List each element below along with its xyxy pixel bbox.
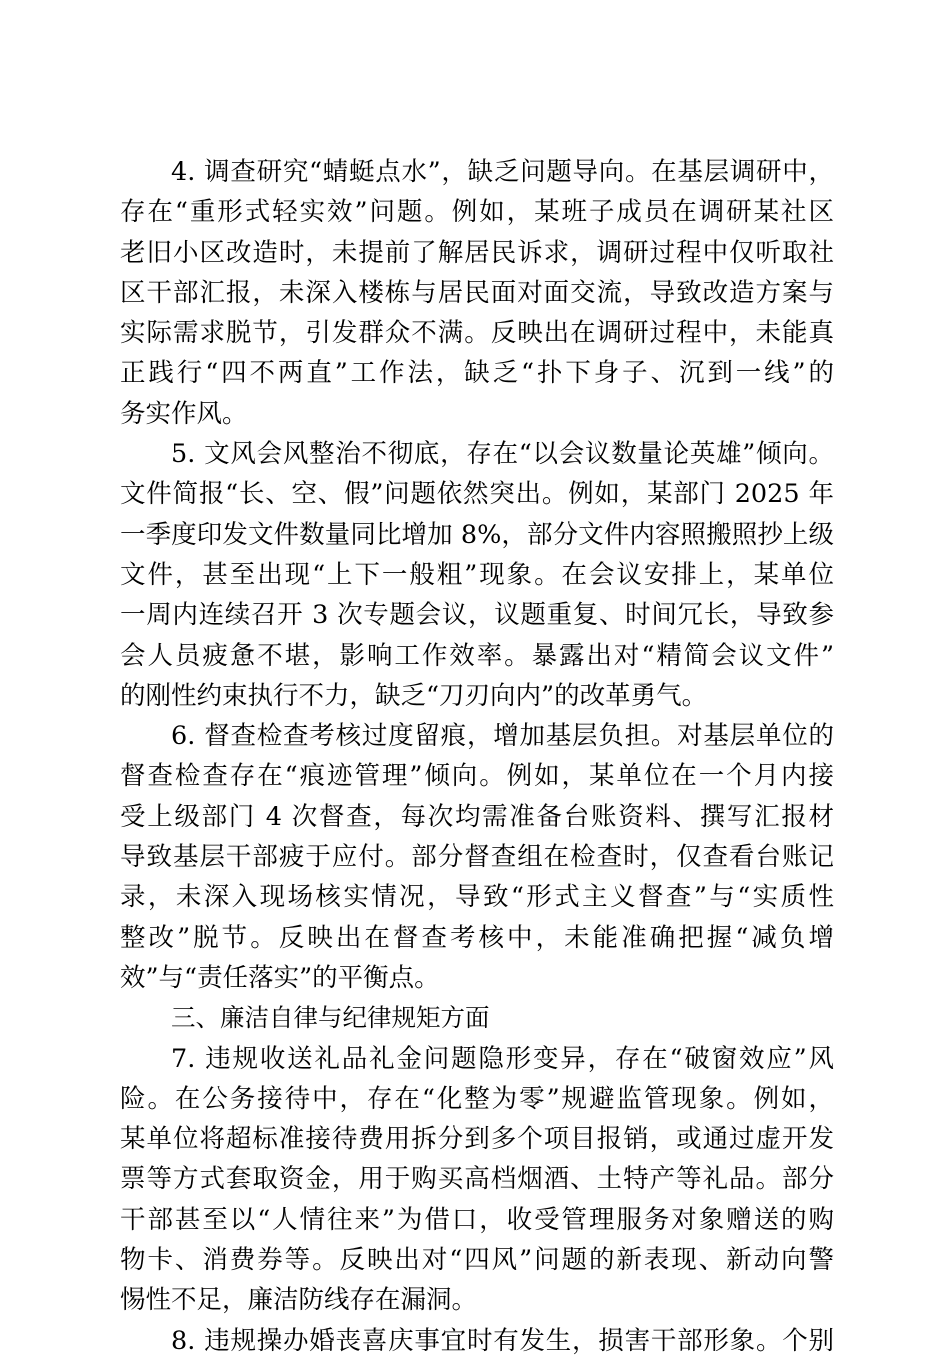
text-line: 正践行“四不两直”工作法，缺乏“扑下身子、沉到一线”的 bbox=[120, 358, 834, 389]
text-line: 督查检查存在“痕迹管理”倾向。例如，某单位在一个月内接 bbox=[120, 761, 834, 792]
text-line: 实际需求脱节，引发群众不满。反映出在调研过程中，未能真 bbox=[120, 318, 834, 349]
heading-text: 三、廉洁自律与纪律规矩方面 bbox=[171, 1003, 490, 1033]
text-line: 区干部汇报，未深入楼栋与居民面对面交流，导致改造方案与 bbox=[120, 277, 834, 308]
text-line: 导致基层干部疲于应付。部分督查组在检查时，仅查看台账记 bbox=[120, 842, 834, 873]
text-line: 8. 违规操办婚丧喜庆事宜时有发生，损害干部形象。个别 bbox=[171, 1325, 834, 1356]
paragraph-4 bbox=[120, 152, 834, 434]
text-line: 老旧小区改造时，未提前了解居民诉求，调研过程中仅听取社 bbox=[120, 237, 834, 268]
text-line: 一周内连续召开 3 次专题会议，议题重复、时间冗长，导致参 bbox=[120, 600, 834, 631]
text-line: 7. 违规收送礼品礼金问题隐形变异，存在“破窗效应”风 bbox=[171, 1043, 834, 1074]
text-line: 5. 文风会风整治不彻底，存在“以会议数量论英雄”倾向。 bbox=[171, 439, 834, 470]
text-line: 会人员疲惫不堪，影响工作效率。暴露出对“精简会议文件” bbox=[120, 640, 834, 671]
text-line: 文件，甚至出现“上下一般粗”现象。在会议安排上，某单位 bbox=[120, 559, 834, 590]
text-line: 录，未深入现场核实情况，导致“形式主义督查”与“实质性 bbox=[120, 882, 834, 913]
text-line: 效”与“责任落实”的平衡点。 bbox=[120, 962, 440, 993]
text-line: 的刚性约束执行不力，缺乏“刀刃向内”的改革勇气。 bbox=[120, 680, 708, 711]
text-line: 票等方式套取资金，用于购买高档烟酒、土特产等礼品。部分 bbox=[120, 1164, 834, 1195]
paragraph-5 bbox=[120, 434, 834, 716]
paragraph-6 bbox=[120, 716, 834, 998]
text-line: 干部甚至以“人情往来”为借口，收受管理服务对象赠送的购 bbox=[120, 1204, 834, 1235]
text-line: 务实作风。 bbox=[120, 398, 248, 429]
text-line: 4. 调查研究“蜻蜓点水”，缺乏问题导向。在基层调研中， bbox=[171, 157, 834, 187]
text-line: 一季度印发文件数量同比增加 8%，部分文件内容照搬照抄上级 bbox=[120, 519, 834, 550]
text-line: 某单位将超标准接待费用拆分到多个项目报销，或通过虚开发 bbox=[120, 1124, 834, 1155]
text-line: 受上级部门 4 次督查，每次均需准备台账资料、撰写汇报材 bbox=[120, 801, 834, 832]
paragraph-8 bbox=[120, 1321, 834, 1361]
text-line: 物卡、消费券等。反映出对“四风”问题的新表现、新动向警 bbox=[120, 1245, 834, 1276]
text-line: 整改”脱节。反映出在督查考核中，未能准确把握“减负增 bbox=[120, 922, 834, 953]
text-line: 惕性不足，廉洁防线存在漏洞。 bbox=[120, 1285, 478, 1316]
document-page bbox=[120, 152, 834, 1361]
text-line: 险。在公务接待中，存在“化整为零”规避监管现象。例如， bbox=[120, 1083, 834, 1114]
text-line: 存在“重形式轻实效”问题。例如，某班子成员在调研某社区 bbox=[120, 197, 834, 228]
paragraph-7 bbox=[120, 1039, 834, 1321]
text-line: 6. 督查检查考核过度留痕，增加基层负担。对基层单位的 bbox=[171, 721, 834, 752]
text-line: 文件简报“长、空、假”问题依然突出。例如，某部门 2025 年 bbox=[120, 479, 834, 510]
section-heading bbox=[120, 998, 834, 1038]
